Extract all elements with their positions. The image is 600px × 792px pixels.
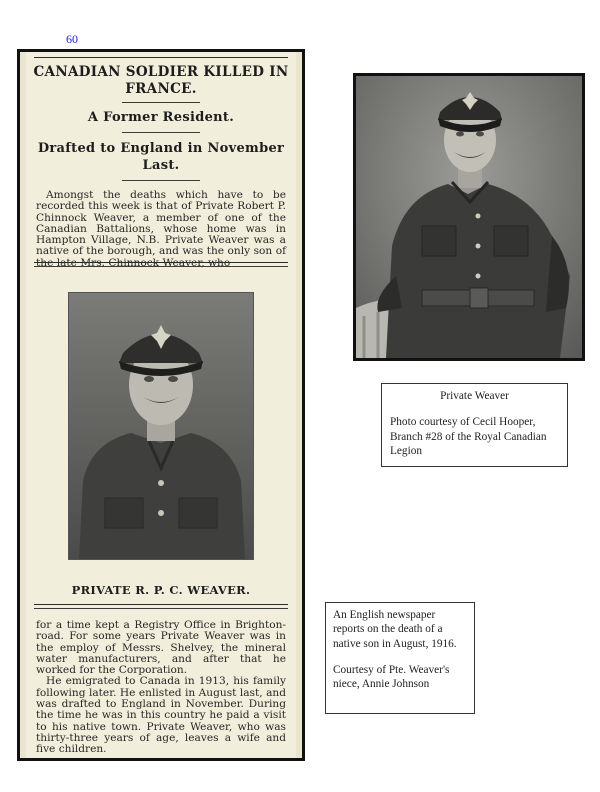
newspaper-photo-soldier	[68, 292, 254, 560]
headline-divider-2	[122, 132, 200, 133]
clipping-caption-credit: Courtesy of Pte. Weaver's niece, Annie Johnson	[333, 663, 450, 691]
photo-top-rule-1	[34, 262, 288, 263]
headline-divider-1	[122, 102, 200, 103]
newspaper-clipping-body	[26, 52, 296, 758]
newspaper-clipping	[17, 49, 305, 761]
portrait-caption-box	[381, 383, 568, 467]
clipping-top-rule	[34, 57, 288, 58]
newspaper-photo-caption: PRIVATE R. P. C. WEAVER.	[71, 583, 251, 597]
article-paragraph-2: for a time kept a Registry Office in Brighton-road. For some years Private Weaver was in the employ of Messrs. Shelvey, the mineral water manufacturers, and after that he worked for the Corporation.	[36, 619, 286, 677]
headline-divider-3	[122, 180, 200, 181]
article-continuation	[36, 620, 286, 756]
portrait-caption-title: Private Weaver	[440, 390, 509, 402]
photo-bottom-rule-1	[34, 604, 288, 605]
article-paragraph-3: He emigrated to Canada in 1913, his family following later. He enlisted in August last, and was drafted to England in November. During the time he was in this country he paid a visit to his native town. Private Weaver, who was thirty-three years of age, leaves a wife and five children.	[36, 675, 286, 756]
portrait-caption-credit: Photo courtesy of Cecil Hooper, Branch #28 of the Royal Canadian Legion	[390, 416, 547, 457]
headline-third: Drafted to England in November Last.	[37, 141, 285, 173]
page-number: 60	[66, 32, 78, 46]
article-paragraph-1: Amongst the deaths which have to be recorded this week is that of Private Robert P. Chinnock Weaver, a member of one of the Canadian Battalions, whose home was in Hampton Village, N.B. Private Weaver was a native of the borough, and was the only son of the late Mrs. Chinnock Weaver, who	[36, 189, 286, 269]
portrait-photo-soldier	[353, 73, 585, 361]
photo-top-rule-2	[34, 266, 288, 267]
portrait-photo-soldier-icon	[356, 76, 582, 358]
headline-sub: A Former Resident.	[87, 110, 235, 125]
clipping-caption-description: An English newspaper reports on the death of a native son in August, 1916.	[333, 609, 457, 650]
clipping-caption-box	[325, 602, 475, 714]
newspaper-photo-soldier-icon	[69, 293, 253, 559]
photo-bottom-rule-2	[34, 608, 288, 609]
headline-main: CANADIAN SOLDIER KILLED IN FRANCE.	[33, 64, 289, 97]
